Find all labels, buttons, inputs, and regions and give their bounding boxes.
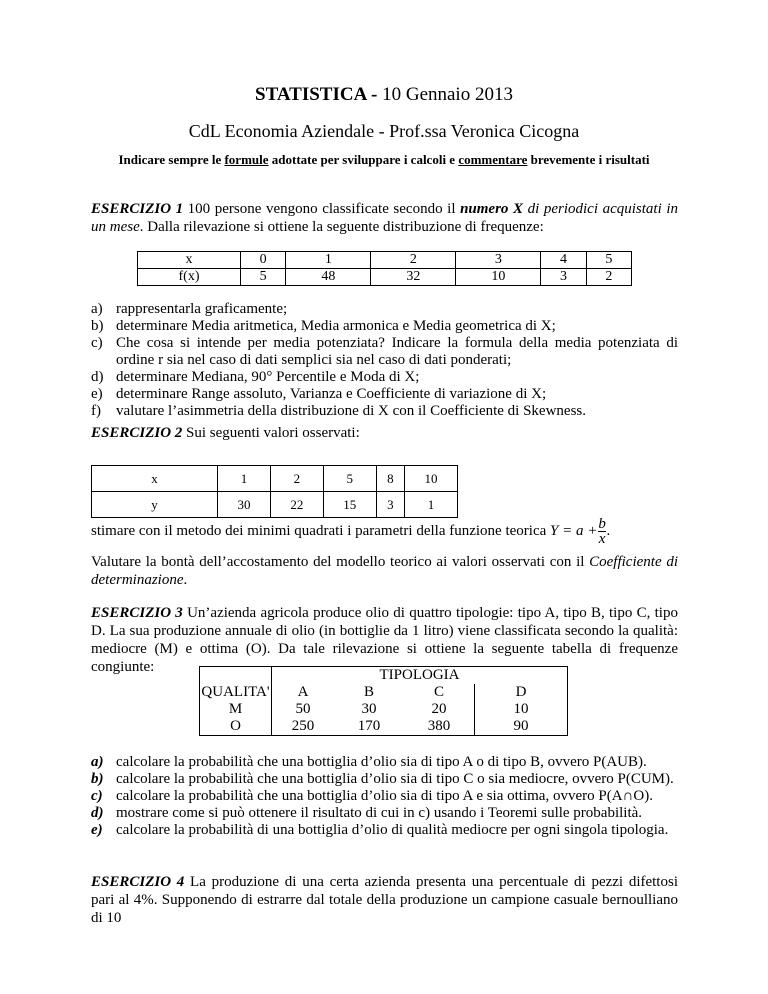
table-row: y 30 22 15 3 1	[92, 492, 458, 518]
table-row: QUALITA' A B C D	[200, 684, 568, 701]
list-item: e) calcolare la probabilità di una bottiglia d’olio di qualità mediocre per ogni singola tipologia.	[91, 822, 669, 838]
list-item: a) rappresentarla graficamente;	[91, 301, 288, 317]
list-item: c) calcolare la probabilità che una bottiglia d’olio sia di tipo A e sia ottima, ovvero P(A∩O).	[91, 788, 653, 804]
course-subtitle: CdL Economia Aziendale - Prof.ssa Veronica Cicogna	[188, 121, 580, 141]
exercise-2-task-2: Valutare la bontà dell’accostamento del modello teorico ai valori osservati con il Coefficiente di determinazione.	[91, 554, 679, 588]
exercise-4-intro: ESERCIZIO 4 La produzione di una certa azienda presenta una percentuale di pezzi difettosi pari al 4%. Supponendo di estrarre dal totale della produzione un campione casuale bernoulliano di 10	[91, 874, 678, 926]
list-item: a) calcolare la probabilità che una bottiglia d’olio sia di tipo A o di tipo B, ovvero P(AUB).	[91, 754, 647, 770]
list-item: b) determinare Media aritmetica, Media armonica e Media geometrica di X;	[91, 318, 556, 334]
list-item: b) calcolare la probabilità che una bottiglia d’olio sia di tipo C o sia mediocre, ovvero P(CUM).	[91, 771, 674, 787]
list-item: d) mostrare come si può ottenere il risultato di cui in c) usando i Teoremi sulle probabilità.	[91, 805, 643, 821]
list-item: c) Che cosa si intende per media potenziata? Indicare la formula della media potenziata di ordine r sia nel caso di dati semplici sia nel caso di dati ponderati;	[91, 335, 678, 368]
exercise-3-intro: ESERCIZIO 3 Un’azienda agricola produce olio di quattro tipologie: tipo A, tipo B, tipo C, tipo D. La sua produzione annuale di olio (in bottiglie da 1 litro) viene classificata secondo la qualità: mediocre (M) e ottima (O). Da tale rilevazione si ottiene la seguente tabella di frequenze congiunte:	[91, 605, 678, 675]
exercise-3-tasks	[91, 754, 678, 839]
exercise-2-task: stimare con il metodo dei minimi quadrati i parametri della funzione teorica Y = a + $\frac{b}{x}$ .	[91, 516, 611, 548]
list-item: e) determinare Range assoluto, Varianza e Coefficiente di variazione di X;	[91, 386, 547, 402]
title-subject: STATISTICA -	[255, 84, 378, 105]
table-row: x 0 1 2 3 4 5	[138, 252, 632, 269]
theoretical-function: Y = a + $\frac{b}{x}$ .	[550, 516, 611, 548]
list-item: d) determinare Mediana, 90° Percentile e Moda di X;	[91, 369, 420, 385]
table-row: f(x) 5 48 32 10 3 2	[138, 269, 632, 286]
exercise-1-table	[137, 251, 632, 286]
exercise-1-tasks	[91, 301, 678, 420]
exercise-1-intro: ESERCIZIO 1 100 persone vengono classificate secondo il numero X di periodici acquistati in un mese. Dalla rilevazione si ottiene la seguente distribuzione di frequenze:	[91, 201, 678, 235]
title-date: 10 Gennaio 2013	[382, 84, 513, 105]
table-row: x 1 2 5 8 10	[92, 466, 458, 492]
instructions: Indicare sempre le formule adottate per sviluppare i calcoli e commentare brevemente i risultati	[118, 152, 650, 167]
exercise-2-table	[91, 465, 458, 518]
list-item: f) valutare l’asimmetria della distribuzione di X con il Coefficiente di Skewness.	[91, 403, 587, 419]
table-row: O 250 170 380 90	[200, 718, 568, 736]
page-title	[0, 84, 768, 106]
table-row: TIPOLOGIA	[200, 667, 568, 685]
exercise-2-intro: ESERCIZIO 2 Sui seguenti valori osservati:	[91, 425, 360, 441]
exercise-3-table	[199, 666, 568, 736]
table-row: M 50 30 20 10	[200, 701, 568, 718]
